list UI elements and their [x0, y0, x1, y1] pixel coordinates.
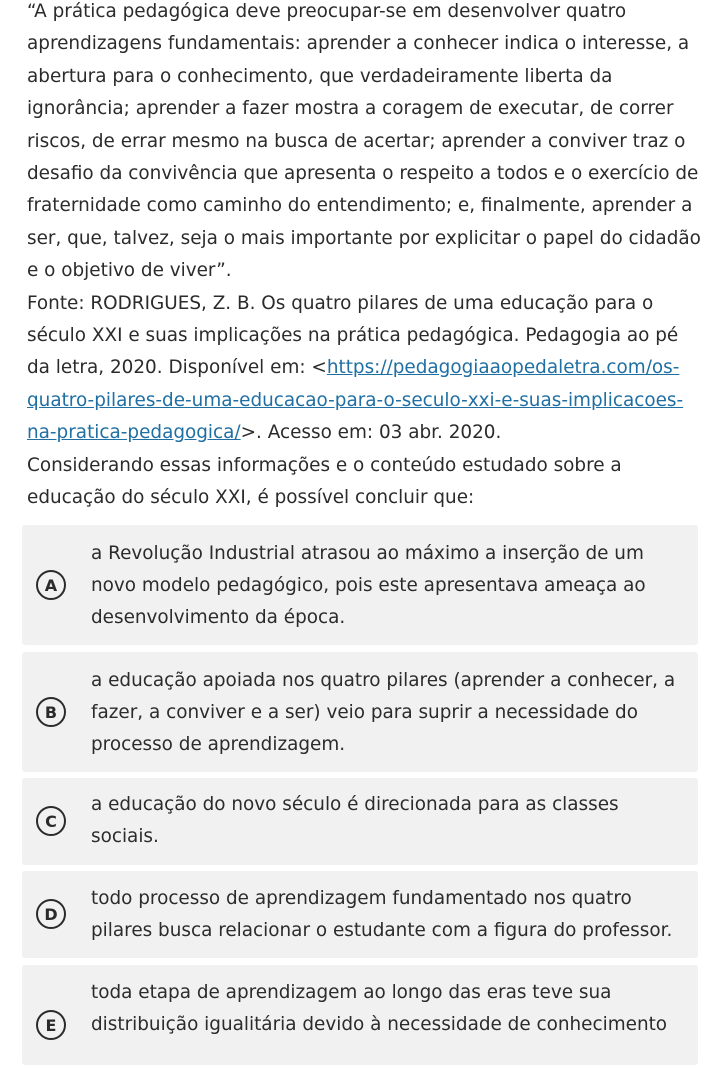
source-link[interactable]: https://pedagogiaaopedaletra.com/os-quatro-pilares-de-uma-educacao-para-o-seculo-xxi-e-suas-implicacoes-na-pratica-pedagogica/ [27, 357, 684, 444]
question-text [27, 0, 707, 515]
option-c[interactable] [22, 778, 698, 865]
option-d[interactable] [22, 871, 698, 958]
option-e[interactable] [22, 965, 698, 1065]
option-e-text: toda etapa de aprendizagem ao longo das eras teve sua distribuição igualitária devido à necessidade de conhecimento [91, 982, 668, 1035]
question-prompt: Considerando essas informações e o conteúdo estudado sobre a educação do século XXI, é possível concluir que: [27, 454, 622, 509]
option-a-text: a Revolução Industrial atrasou ao máximo a inserção de um novo modelo pedagógico, pois este apresentava ameaça ao desenvolvimento da época. [91, 543, 646, 628]
option-b-text: a educação apoiada nos quatro pilares (aprender a conhecer, a fazer, a conviver e a ser) veio para suprir a necessidade do processo de aprendizagem. [91, 670, 676, 755]
option-c-letter[interactable]: C [36, 806, 66, 836]
option-a-letter[interactable]: A [36, 570, 66, 600]
option-d-text: todo processo de aprendizagem fundamentado nos quatro pilares busca relacionar o estudante com a figura do professor. [91, 888, 673, 941]
option-b-letter[interactable]: B [36, 697, 66, 727]
option-d-letter[interactable]: D [36, 899, 66, 929]
option-e-letter[interactable]: E [36, 1010, 66, 1040]
option-c-text: a educação do novo século é direcionada para as classes sociais. [91, 794, 619, 847]
option-b[interactable] [22, 652, 698, 772]
question-source [27, 288, 707, 450]
question-quote: “A prática pedagógica deve preocupar-se em desenvolver quatro aprendizagens fundamentais: aprender a conhecer indica o interesse, a abertura para o conhecimento, que verdadeiramente liberta da ignorância; aprender a fazer mostra a coragem de executar, de correr riscos, de errar mesmo na busca de acertar; aprender a conviver traz o desafio da convivência que apresenta o respeito a todos e o exercício de fraternidade como caminho do entendimento; e, finalmente, aprender a ser, que, talvez, seja o mais importante por explicitar o papel do cidadão e o objetivo de viver”. [27, 1, 701, 282]
source-suffix: >. Acesso em: 03 abr. 2020. [240, 422, 502, 444]
source-prefix: Fonte: RODRIGUES, Z. B. Os quatro pilares de uma educação para o século XXI e suas implicações na prática pedagógica. Pedagogia ao pé da letra, 2020. Disponível em: < [27, 292, 679, 379]
option-a[interactable] [22, 525, 698, 645]
